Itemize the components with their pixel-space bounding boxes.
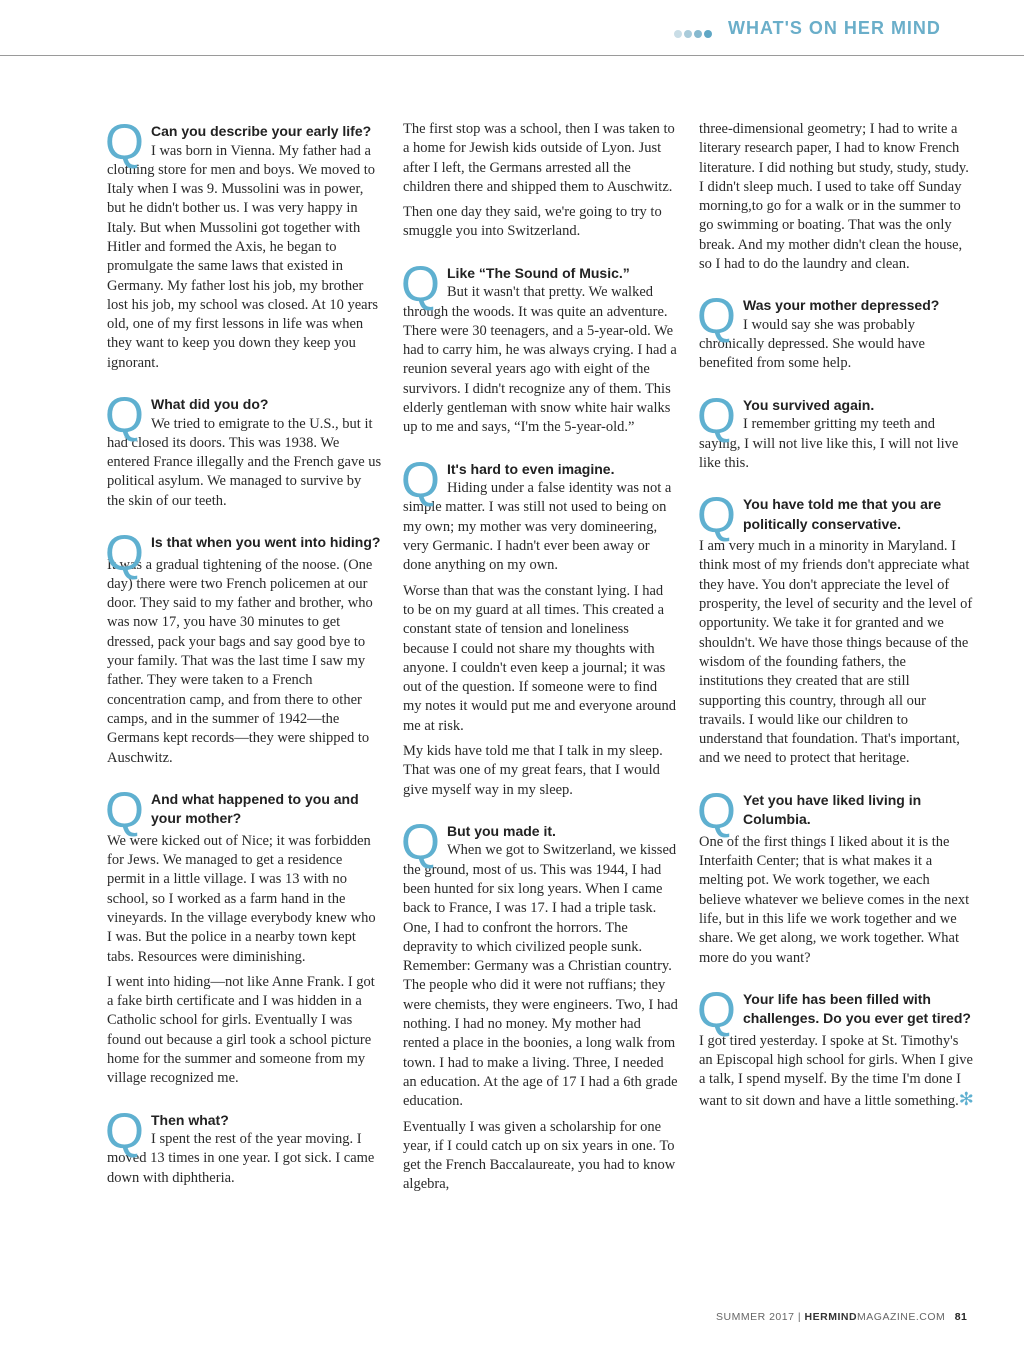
site-name-rest: MAGAZINE.COM bbox=[857, 1311, 946, 1323]
answer-text: three-dimensional geometry; I had to write a literary research paper, I had to know French literature. I did nothing but study, study, study. I didn't sleep much. I used to take off Sunday morning,to go for a walk or in the summer to go swimming or boating. That was the only break. And my mother didn't clean the house, so I had to do the laundry and clean. bbox=[699, 121, 969, 273]
answer-text: We tried to emigrate to the U.S., but it had closed its doors. This was 1938. We entered France illegally and the French gave us political asylum. We managed to survive by the skin of our teeth. bbox=[107, 415, 382, 509]
answer-paragraph bbox=[699, 316, 974, 374]
question-text: It's hard to even imagine. bbox=[447, 460, 615, 477]
question-mark-icon: Q bbox=[105, 114, 144, 170]
qa-block bbox=[105, 525, 382, 768]
answer-text: We were kicked out of Nice; it was forbidden for Jews. We managed to get a residence permit in a little village. I was 13 with no school, so I worked as a farm hand in the vineyards. In the village everybody knew who I was. But the police in a nearby town kept tabs. Resources were diminishing. bbox=[107, 832, 376, 965]
qa-block bbox=[697, 782, 974, 968]
answer-paragraph bbox=[107, 415, 382, 511]
qa-block bbox=[699, 120, 974, 274]
end-mark-icon: ✻ bbox=[958, 1088, 974, 1109]
answer-paragraph bbox=[699, 415, 974, 473]
question-mark-icon: Q bbox=[105, 781, 144, 838]
qa-block bbox=[403, 120, 678, 242]
qa-block bbox=[105, 387, 382, 511]
answer-paragraph bbox=[403, 479, 678, 575]
header-dot bbox=[684, 30, 692, 38]
answer-text: I got tired yesterday. I spoke at St. Timothy's an Episcopal high school for girls. When I give a talk, I spend myself. By the time I'm done I want to sit down and have a little something. bbox=[699, 1032, 973, 1109]
site-name-bold: HERMIND bbox=[804, 1311, 858, 1323]
answer-text: I would say she was probably chronically depressed. She would have benefited from some help. bbox=[699, 316, 925, 372]
answer-paragraph bbox=[403, 203, 678, 242]
answer-text: My kids have told me that I talk in my sleep. That was one of my great fears, that I would give myself way in my sleep. bbox=[403, 743, 663, 798]
page-footer bbox=[716, 1311, 967, 1323]
question-mark-icon: Q bbox=[105, 525, 144, 582]
qa-block bbox=[401, 451, 678, 800]
question-mark-icon: Q bbox=[401, 255, 440, 312]
qa-block bbox=[697, 387, 974, 473]
answer-paragraph bbox=[403, 582, 678, 736]
answer-text: One of the first things I liked about it is the Interfaith Center; that is what makes it a melting pot. We work together, we each believe whatever we believe comes in the next life, but in this life we work together and we share. We get along, we work together. What more do you want? bbox=[699, 833, 970, 966]
section-title: WHAT'S ON HER MIND bbox=[728, 18, 941, 38]
question-text: Your life has been filled with challenges. Do you ever get tired? bbox=[743, 990, 971, 1027]
question-text: You survived again. bbox=[743, 396, 875, 413]
question-text: Was your mother depressed? bbox=[743, 297, 940, 314]
question-text: But you made it. bbox=[447, 822, 556, 839]
answer-paragraph bbox=[699, 833, 974, 968]
header-dot bbox=[674, 30, 682, 38]
question-text: What did you do? bbox=[151, 396, 269, 413]
question-text: Yet you have liked living in Columbia. bbox=[743, 791, 922, 828]
column-3 bbox=[699, 120, 974, 1131]
answer-text: Eventually I was given a scholarship for one year, if I could catch up on six years in one. To get the French Baccalaureate, you had to know algebra, bbox=[403, 1118, 676, 1193]
footer-separator: | bbox=[797, 1311, 802, 1323]
page-header bbox=[0, 0, 1024, 56]
question-text: Then what? bbox=[151, 1111, 229, 1128]
question-text: Like “The Sound of Music.” bbox=[447, 264, 630, 281]
qa-block bbox=[401, 255, 678, 438]
answer-text: I was born in Vienna. My father had a clothing store for men and boys. We moved to Italy when I was 9. Mussolini was in power, but he didn't bother us. I was very happy in Italy. But when Mussolini got together with Hitler and formed the Axis, he began to promulgate the same laws that existed in Germany. My father lost his job, my brother lost his job, my school was closed. At 10 years old, one of my first lessons in life was when they want to keep you down they keep you ignorant. bbox=[107, 142, 379, 371]
question-mark-icon: Q bbox=[697, 782, 736, 839]
question-mark-icon: Q bbox=[697, 487, 736, 544]
qa-block bbox=[697, 288, 974, 373]
qa-block bbox=[697, 487, 974, 769]
answer-text: The first stop was a school, then I was taken to a home for Jewish kids outside of Lyon. Just after I left, the Germans arrested all the children there and shipped them to Auschwitz. bbox=[403, 121, 675, 195]
answer-paragraph bbox=[699, 120, 974, 274]
header-dots bbox=[674, 25, 714, 37]
question-mark-icon: Q bbox=[401, 813, 440, 870]
answer-text: But it wasn't that pretty. We walked through the woods. It was quite an adventure. There were 30 teenagers, and a 5-year-old. We had to carry him, he was always crying. I had a reunion several years ago with eight of the survivors. I didn't recognize any of them. This elderly gentleman with snow white hair walks up to me and says, “I'm the 5-year-old.” bbox=[403, 284, 677, 436]
answer-paragraph bbox=[403, 742, 678, 800]
question-text: You have told me that you are politically conservative. bbox=[743, 496, 942, 532]
answer-paragraph bbox=[403, 841, 678, 1111]
header-dot bbox=[694, 30, 702, 38]
answer-text: It was a gradual tightening of the noose. (One day) there were two French policemen at our door. They said to my father and brother, who was now 17, you have 30 minutes to get dressed, pack your bags and say good bye to your family. That was the last time I saw my father. They were taken to a French concentration camp, and from there to other camps, and in the summer of 1942—the Germans kept records—they were shipped to Auschwitz. bbox=[107, 556, 373, 766]
answer-text: Worse than that was the constant lying. I had to be on my guard at all times. This created a constant state of tension and loneliness because I could not share my thoughts with anyone. I couldn't even keep a journal; it was out of the question. If someone were to find my notes it would put me and everyone around me at risk. bbox=[403, 582, 677, 734]
answer-paragraph bbox=[699, 1032, 974, 1111]
question-mark-icon: Q bbox=[697, 981, 736, 1038]
answer-paragraph bbox=[699, 537, 974, 769]
qa-block bbox=[105, 1102, 382, 1188]
answer-text: I spent the rest of the year moving. I moved 13 times in one year. I got sick. I came down with diphtheria. bbox=[107, 1131, 375, 1186]
question-mark-icon: Q bbox=[401, 451, 440, 508]
answer-paragraph bbox=[107, 832, 382, 967]
answer-text: I went into hiding—not like Anne Frank. I got a fake birth certificate and I was hidden in a Catholic school for girls. Eventually I was found out because a girl took a school picture home for the summer and someone from my village recognized me. bbox=[107, 973, 375, 1087]
answer-text: I am very much in a minority in Maryland. I think most of my friends don't appreciate what they have. You don't appreciate the level of prosperity, the level of security and the level of opportunity. We take it for granted and we shouldn't. We have those things because of the wisdom of the founding fathers, the institutions they created that are still supporting this country, through all our travails. I would like our children to understand that foundation. That's important, and we need to protect that heritage. bbox=[699, 538, 973, 767]
question-mark-icon: Q bbox=[697, 288, 736, 345]
qa-block bbox=[105, 781, 382, 1089]
answer-paragraph bbox=[107, 142, 382, 374]
qa-block bbox=[105, 114, 382, 373]
question-mark-icon: Q bbox=[697, 387, 736, 444]
question-text: Can you describe your early life? bbox=[151, 123, 372, 139]
column-1 bbox=[105, 114, 382, 1208]
question-mark-icon: Q bbox=[105, 1102, 144, 1159]
answer-paragraph bbox=[403, 120, 678, 197]
header-dot bbox=[704, 30, 712, 38]
answer-paragraph bbox=[107, 973, 382, 1089]
question-text: Is that when you went into hiding? bbox=[151, 534, 381, 551]
page-number: 81 bbox=[954, 1311, 968, 1323]
answer-text: When we got to Switzerland, we kissed the ground, most of us. This was 1944, I had been hunted for six long years. When I came back to France, I was 17. I had a triple task. One, I had to confront the horrors. The depravity to which civilized people sunk. Remember: Germany was a Christian country. The people who did it were not ruffians; they were chemists, they were engineers. Two, I had nothing. I had no money. My mother had rented a place in the boonies, a long walk from town. I had to make a living. Three, I needed an education. At the age of 17 I had a 6th grade education. bbox=[403, 842, 678, 1110]
answer-paragraph bbox=[107, 1130, 382, 1188]
answer-text: I remember gritting my teeth and saying, I will not live like this, I will not live like this. bbox=[699, 416, 959, 471]
question-mark-icon: Q bbox=[105, 387, 144, 444]
qa-block bbox=[697, 981, 974, 1111]
issue-label: SUMMER 2017 bbox=[716, 1311, 795, 1323]
qa-block bbox=[401, 813, 678, 1195]
answer-text: Hiding under a false identity was not a simple matter. I was still not used to being on my own; my mother was very domineering, very Germanic. I hadn't ever been away or done anything on my own. bbox=[403, 480, 672, 574]
answer-paragraph bbox=[107, 556, 382, 768]
answer-paragraph bbox=[403, 283, 678, 437]
column-2 bbox=[403, 120, 678, 1215]
answer-paragraph bbox=[403, 1118, 678, 1195]
question-text: And what happened to you and your mother? bbox=[151, 790, 359, 827]
answer-text: Then one day they said, we're going to try to smuggle you into Switzerland. bbox=[403, 204, 662, 240]
